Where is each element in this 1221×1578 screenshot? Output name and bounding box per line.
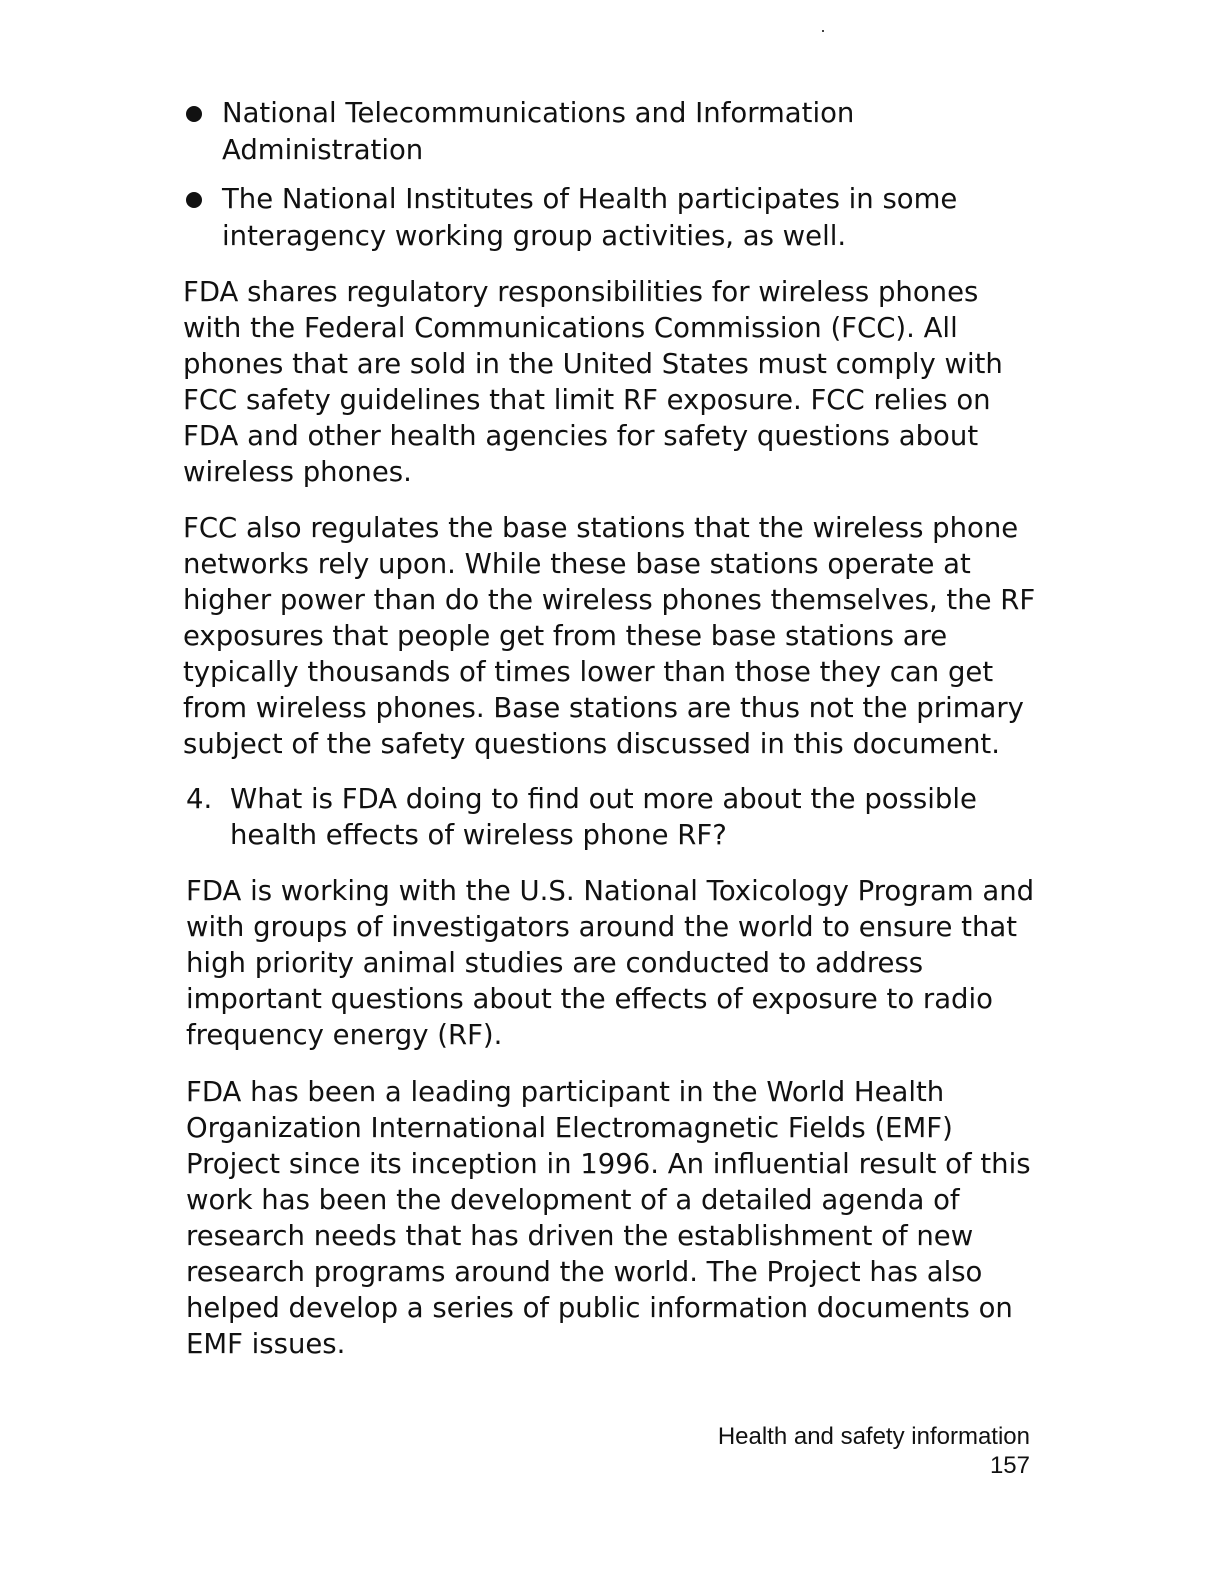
paragraph-ntp: FDA is working with the U.S. National Toxicology Program and with groups of investigators around the world to ensure that high priority animal studies are conducted to address important questions about the effects of exposure to radio frequency energy (RF).: [186, 875, 1035, 1051]
paragraph-who-emf: FDA has been a leading participant in the World Health Organization International Electromagnetic Fields (EMF) Project since its inception in 1996. An influential result of this work has been the development of a detailed agenda of research needs that has driven the establishment of new research programs around the world. The Project has also helped develop a series of public information documents on EMF issues.: [186, 1076, 1031, 1360]
question-heading: [186, 781, 1006, 853]
paragraph-fcc-responsibilities: FDA shares regulatory responsibilities for wireless phones with the Federal Communications Commission (FCC). All phones that are sold in the United States must comply with FCC safety guidelines that limit RF exposure. FCC relies on FDA and other health agencies for safety questions about wireless phones.: [183, 276, 1003, 488]
bullet-icon: [186, 106, 202, 122]
page-number: 157: [989, 1452, 1030, 1479]
bullet-text: The National Institutes of Health participates in some interagency working group activities, as well.: [222, 183, 958, 252]
bullet-icon: [186, 192, 202, 208]
paragraph-base-stations: FCC also regulates the base stations that the wireless phone networks rely upon. While these base stations operate at higher power than do the wireless phones themselves, the RF exposures that people get from these base stations are typically thousands of times lower than those they can get from wireless phones. Base stations are thus not the primary subject of the safety questions discussed in this document.: [183, 512, 1036, 760]
question-text: What is FDA doing to find out more about the possible health effects of wireless phone RF?: [230, 783, 977, 851]
page-footer: [718, 1422, 1030, 1480]
question-number: 4.: [186, 783, 213, 815]
bullet-text: National Telecommunications and Information Administration: [222, 97, 855, 166]
bullet-item: [186, 181, 1006, 255]
scan-speck: [822, 30, 824, 32]
bullet-item: [186, 95, 1006, 169]
footer-section-title: Health and safety information: [717, 1423, 1030, 1450]
